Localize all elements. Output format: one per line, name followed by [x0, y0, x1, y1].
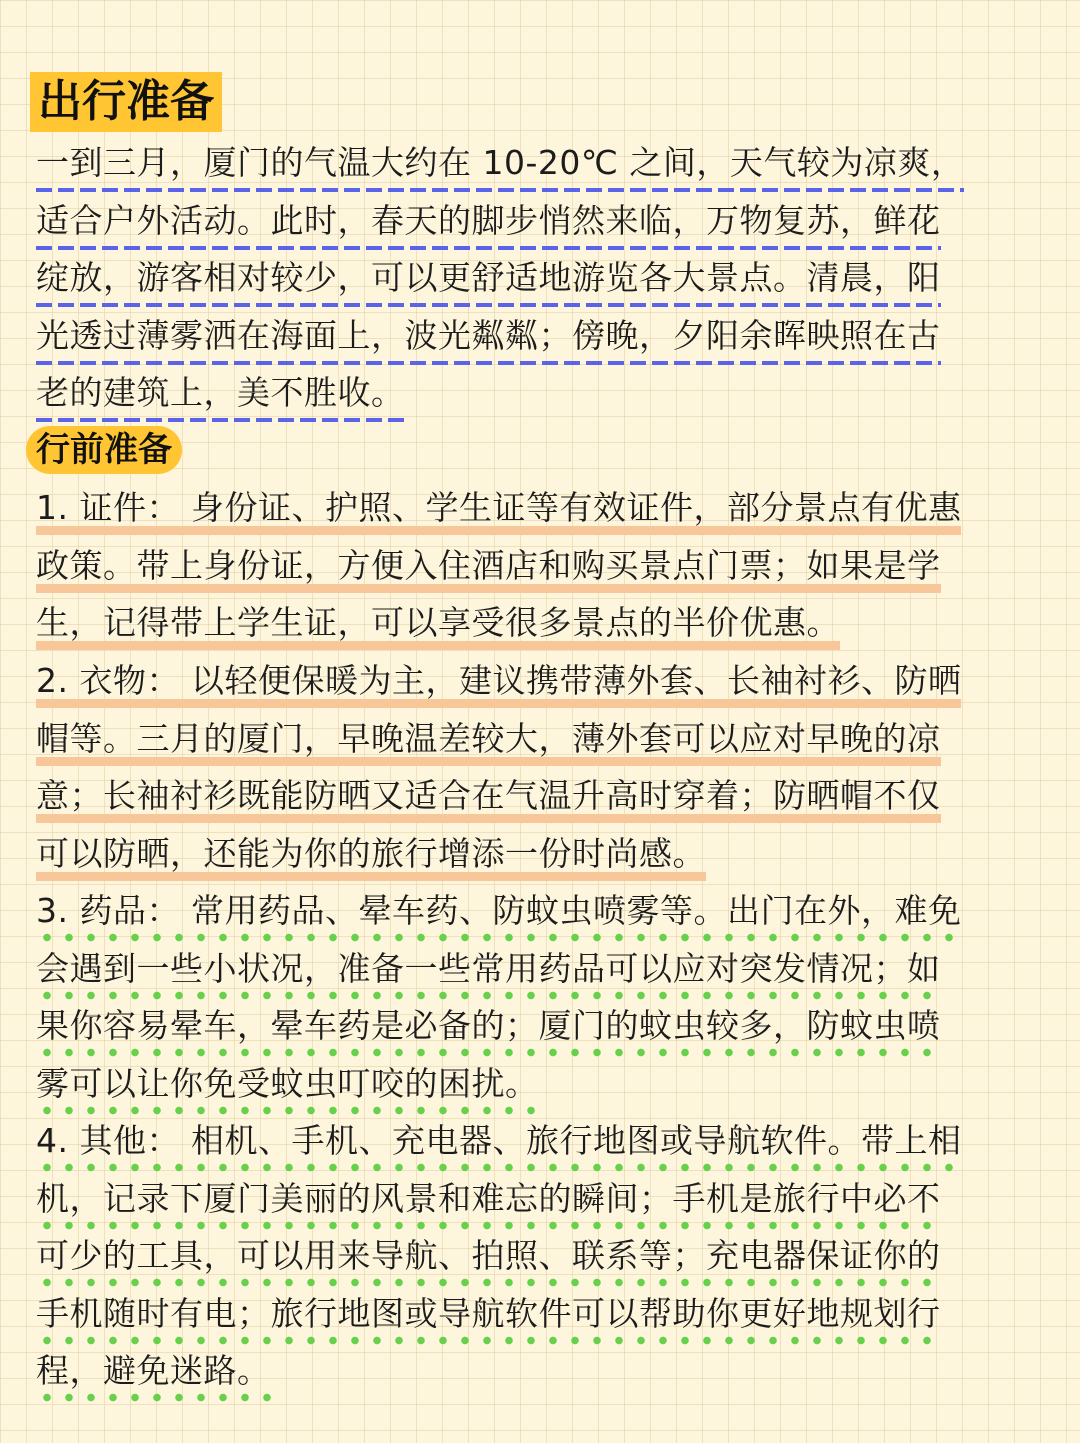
- item-line: 机，记录下厦门美丽的风景和难忘的瞬间；手机是旅行中必不: [36, 1178, 1046, 1236]
- intro-line: 老的建筑上，美不胜收。: [36, 372, 1046, 430]
- item-line: 可少的工具，可以用来导航、拍照、联系等；充电器保证你的: [36, 1235, 1046, 1293]
- item-clothing: [36, 660, 1046, 890]
- item-line: 会遇到一些小状况，准备一些常用药品可以应对突发情况；如: [36, 948, 1046, 1006]
- item-line: 4. 其他： 相机、手机、充电器、旅行地图或导航软件。带上相: [36, 1120, 1046, 1178]
- item-line: 意；长袖衬衫既能防晒又适合在气温升高时穿着；防晒帽不仅: [36, 775, 1046, 833]
- item-line: 1. 证件： 身份证、护照、学生证等有效证件，部分景点有优惠: [36, 487, 1046, 545]
- item-line: 帽等。三月的厦门，早晚温差较大，薄外套可以应对早晚的凉: [36, 718, 1046, 776]
- item-line: 果你容易晕车，晕车药是必备的；厦门的蚊虫较多，防蚊虫喷: [36, 1005, 1046, 1063]
- item-line: 程，避免迷路。: [36, 1350, 1046, 1408]
- item-medicine: [36, 890, 1046, 1120]
- item-line: 2. 衣物： 以轻便保暖为主，建议携带薄外套、长袖衬衫、防晒: [36, 660, 1046, 718]
- item-others: [36, 1120, 1046, 1408]
- section-heading: 行前准备: [26, 426, 182, 474]
- item-line: 可以防晒，还能为你的旅行增添一份时尚感。: [36, 833, 1046, 891]
- item-line: 政策。带上身份证，方便入住酒店和购买景点门票；如果是学: [36, 545, 1046, 603]
- item-line: 3. 药品： 常用药品、晕车药、防蚊虫喷雾等。出门在外，难免: [36, 890, 1046, 948]
- intro-line: 绽放，游客相对较少，可以更舒适地游览各大景点。清晨，阳: [36, 257, 1046, 315]
- page-title: 出行准备: [30, 72, 222, 132]
- intro-line: 一到三月，厦门的气温大约在 10-20℃ 之间，天气较为凉爽，: [36, 142, 1046, 200]
- item-line: 雾可以让你免受蚊虫叮咬的困扰。: [36, 1063, 1046, 1121]
- intro-paragraph: [36, 142, 1046, 430]
- item-line: 生，记得带上学生证，可以享受很多景点的半价优惠。: [36, 602, 1046, 660]
- item-line: 手机随时有电；旅行地图或导航软件可以帮助你更好地规划行: [36, 1293, 1046, 1351]
- item-documents: [36, 487, 1046, 660]
- intro-line: 适合户外活动。此时，春天的脚步悄然来临，万物复苏，鲜花: [36, 200, 1046, 258]
- intro-line: 光透过薄雾洒在海面上，波光粼粼；傍晚，夕阳余晖映照在古: [36, 315, 1046, 373]
